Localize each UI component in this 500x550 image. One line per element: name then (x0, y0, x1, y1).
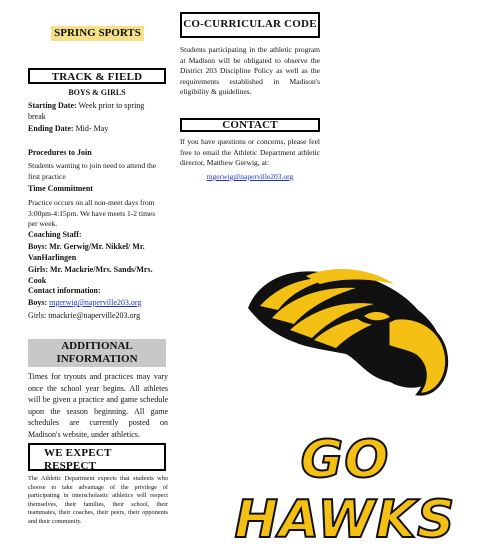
contact-header: CONTACT (180, 118, 320, 132)
respect-text: The Athletic Department expects that students who choose to take advantage of the privilege of participating in interscholastic athletics will respect themselves, their families, their school, their teammates, their coaches, their peers, their opponents and their community. (28, 475, 168, 525)
ending-date (28, 124, 158, 135)
additional-header-line1: ADDITIONAL (61, 340, 133, 352)
procedures-title: Procedures to Join (28, 148, 92, 157)
track-field-header: TRACK & FIELD (28, 68, 166, 84)
go-hawks-text: GO HAWKS (234, 430, 456, 550)
boys-contact-label: Boys: (28, 298, 48, 307)
time-commitment-title: Time Commitment (28, 184, 93, 193)
contact-information-title: Contact information: (28, 286, 101, 295)
spring-sports-title-text: SPRING SPORTS (54, 27, 141, 39)
girls-coaches: Girls: Mr. Mackrie/Mrs. Sands/Mrs. Cook (28, 265, 153, 285)
track-subheader: BOYS & GIRLS (68, 88, 126, 97)
contact-email-link[interactable]: mgerwig@naperville203.org (206, 172, 294, 181)
ending-date-value: Mid- May (75, 124, 109, 133)
hawk-head-icon (238, 250, 458, 400)
starting-date-value: Week prior to spring break (28, 101, 145, 121)
girls-contact: Girls: tmackrie@naperville203.org (28, 311, 141, 320)
additional-information-header (28, 339, 166, 367)
coaching-staff-title: Coaching Staff: (28, 230, 82, 239)
we-expect-respect-header: WE EXPECT RESPECT (28, 443, 166, 471)
boys-coaches: Boys: Mr. Gerwig/Mr. Nikkel/ Mr. VanHarlingen (28, 242, 145, 262)
additional-header-line2: INFORMATION (56, 353, 138, 365)
ending-date-label: Ending Date: (28, 124, 74, 133)
starting-date-label: Starting Date: (28, 101, 77, 110)
procedures-text: Students wanting to join need to attend the first practice (28, 161, 157, 181)
contact-text: If you have questions or concerns, please feel free to email the Athletic Department athletic director, Matthew Gerwig, at: (180, 137, 320, 167)
additional-information-text: Times for tryouts and practices may vary once the school year begins. All athletes will be given a practice and game schedule upon the season beginning. All game schedules are currently posted on Madison's website, under athletics. (28, 372, 168, 439)
time-commitment-text: Practice occurs on all non-meet days from 3:00pm-4:15pm. We have meets 1-2 times per week. (28, 198, 156, 228)
starting-date (28, 101, 158, 122)
boys-contact-email-link[interactable]: mgerwig@naperville203.org (49, 298, 142, 307)
boys-contact (28, 298, 168, 309)
co-curricular-code-header: CO-CURRICULAR CODE (180, 12, 320, 38)
co-curricular-text: Students participating in the athletic program at Madison will be obligated to observe the District 203 Discipline Policy as well as the requirements established in Madison's eligibility & guidelines. (180, 45, 320, 96)
